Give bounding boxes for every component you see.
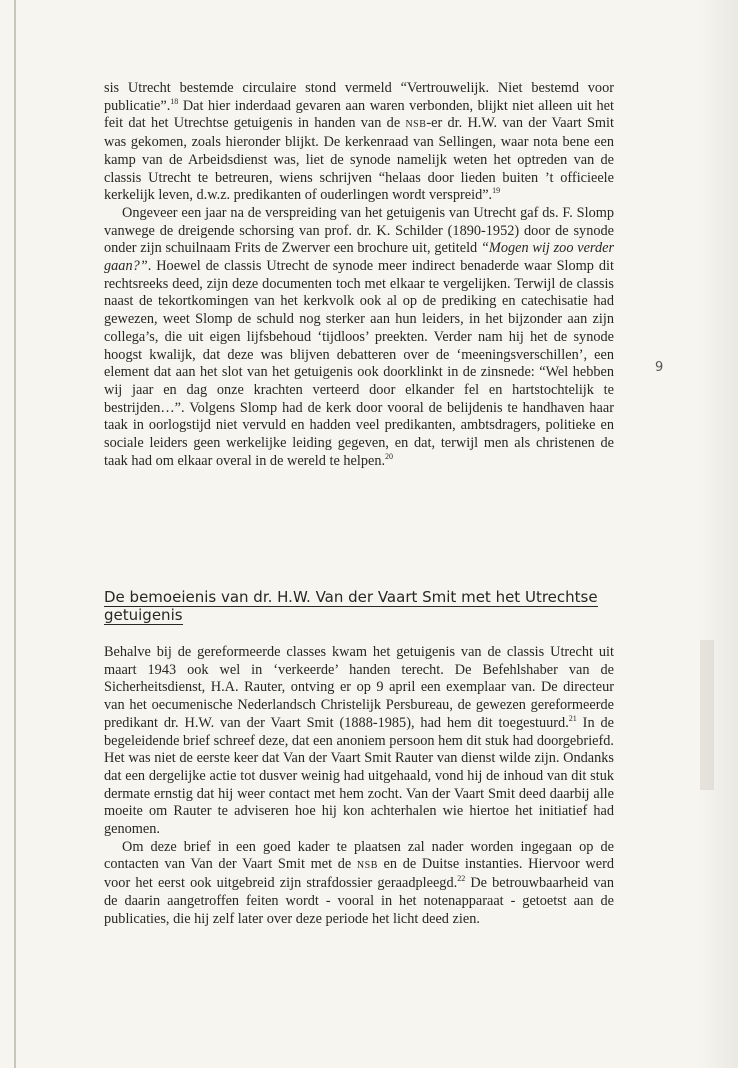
page-binding-edge — [14, 0, 16, 1068]
page-shadow — [698, 0, 738, 1068]
page-number: 9 — [655, 360, 664, 375]
brochure-title: “Mogen wij zoo verder gaan?” — [104, 240, 615, 275]
body-text-bottom — [104, 644, 614, 928]
footnote-ref-21[interactable]: 21 — [568, 714, 577, 724]
paragraph-4: Om deze brief in een goed kader te plaatsen zal nader worden ingegaan op de contacten van Van der Vaart Smit met de NSB en de Duitse instanties. Hiervoor werd voor het eerst ook uitgebreid zijn strafdossier geraadpleegd.$^{22}$ De betrouwbaarheid van de daarin aangetroffen feiten wordt - vooral in het notenapparaat - getoetst aan de publicaties, die hij zelf later over deze periode het licht deed zien. — [104, 838, 614, 927]
footnote-ref-19[interactable]: 19 — [492, 186, 501, 196]
small-caps-nsb: NSB — [405, 119, 427, 131]
section-heading: De bemoeienis van dr. H.W. Van der Vaart Smit met het Utrechtse getuigenis — [104, 588, 598, 624]
body-text-top — [104, 80, 614, 470]
footnote-ref-22[interactable]: 22 — [457, 874, 466, 884]
footnote-ref-20[interactable]: 20 — [385, 452, 394, 461]
paragraph-2: Ongeveer een jaar na de verspreiding van het getuigenis van Utrecht gaf ds. F. Slomp vanwege de dreigende schorsing van prof. dr. K. Schilder (1890-1952) door de synode onder zijn schuilnaam Frits de Zwerver een brochure uit, getiteld “Mogen wij zoo verder gaan?”. Hoewel de classis Utrecht de synode meer indirect benaderde waar Slomp dit rechtsreeks deed, zijn deze documenten toch met elkaar te vergelijken. Terwijl de classis naast de tekortkomingen van het kerkvolk ook al op de prediking en catechisatie had gewezen, weet Slomp de schuld nog sterker aan hun leiders, in het bijzonder aan zijn collega’s, die uit eigen lijfsbehoud ‘tijdloos’ preekten. Verder nam hij het de synode hoogst kwalijk, dat deze was blijven debatteren over de ‘meeningsverschillen’, een element dat aan het slot van het getuigenis ook doorklinkt in de zinsnede: “Wel hebben wij jaar en dag onze krachten verteerd door elkander fel en hartstochtelijk te bestrijden…”. Volgens Slomp had de kerk door vooral de belijdenis te handhaven haar taak in oorlogstijd niet vervuld en hadden veel predikanten, ambtsdragers, politieke en sociale leiders geen werkelijke leiding gegeven, en dat, terwijl men als christenen de taak had om elkaar overal in de wereld te helpen.$^{20}$ — [104, 204, 615, 469]
show-through-mark — [700, 640, 714, 790]
footnote-ref-18[interactable]: 18 — [170, 96, 179, 106]
small-caps-nsb: NSB — [356, 860, 378, 872]
paragraph-3: Behalve bij de gereformeerde classes kwam het getuigenis van de classis Utrecht uit maart 1943 ook wel in ‘verkeerde’ handen terecht. De Befehlshaber van de Sicherheitsdienst, H.A. Rauter, ontving er op 9 april een exemplaar van. De directeur van het oecumenische Nederlandsch Christelijk Persbureau, de gewezen gereformeerde predikant dr. H.W. van der Vaart Smit (1888-1985), had hem dit toegestuurd.$^{21}$ In de begeleidende brief schreef deze, dat een anoniem persoon hem dit stuk had doorgebriefd. Het was niet de eerste keer dat Van der Vaart Smit Rauter van dienst wilde zijn. Ondanks dat een dergelijke actie tot dusver weinig had uitgehaald, vond hij de inhoud van dit stuk dermate ernstig dat hij weer contact met hem zocht. Van der Vaart Smit deed daarbij alle moeite om Rauter te adviseren hoe hij kon achterhalen wie hiertoe het initiatief had genomen. — [104, 644, 614, 838]
paragraph-1: sis Utrecht bestemde circulaire stond vermeld “Vertrouwelijk. Niet bestemd voor publicatie”.$^{18}$ Dat hier inderdaad gevaren aan waren verbonden, blijkt niet alleen uit het feit dat het Utrechtse getuigenis in handen van de NSB-er dr. H.W. van der Vaart Smit was gekomen, zoals hieronder blijkt. De kerkenraad van Sellingen, waar nota bene een kamp van de Arbeidsdienst was, liet de synode namelijk weten het optreden van de classis Utrecht te betreuren, wiens schrijven “helaas door lieden buiten ’t officieele kerkelijk leven, d.w.z. predikanten of ouderlingen wordt verspreid”.$^{19}$ — [104, 80, 614, 204]
